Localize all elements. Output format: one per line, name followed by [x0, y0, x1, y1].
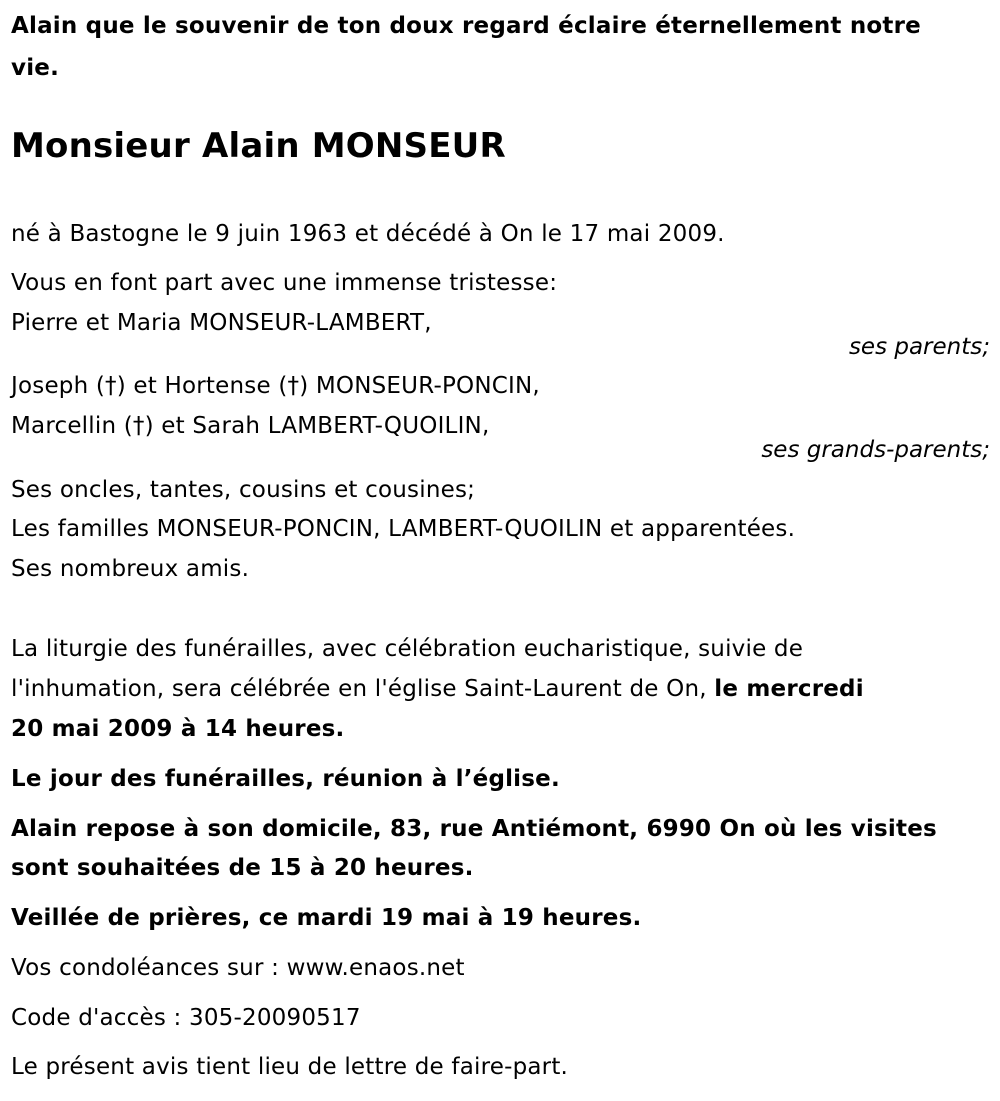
condolences-line: Vos condoléances sur : www.enaos.net: [11, 955, 465, 981]
liturgy-line-2: [11, 675, 864, 703]
announce-intro: Vous en font part avec une immense tristesse:: [11, 270, 558, 296]
liturgy-line-1: La liturgie des funérailles, avec célébration eucharistique, suivie de: [11, 636, 804, 662]
parents-role: ses parents;: [848, 334, 990, 360]
grandparents-role: ses grands-parents;: [761, 437, 990, 463]
access-code-line: Code d'accès : 305-20090517: [11, 1005, 361, 1031]
epigraph-line-1: Alain que le souvenir de ton doux regard éclaire éternellement notre: [11, 13, 921, 39]
vigil-line: Veillée de prières, ce mardi 19 mai à 19 heures.: [11, 905, 642, 931]
grandparents-line-1: Joseph (†) et Hortense (†) MONSEUR-PONCIN,: [11, 373, 540, 399]
closing-line: Le présent avis tient lieu de lettre de faire-part.: [11, 1054, 569, 1080]
liturgy-line-2-text: l'inhumation, sera célébrée en l'église Saint-Laurent de On,: [11, 676, 715, 702]
visits-line-2: sont souhaitées de 15 à 20 heures.: [11, 855, 474, 881]
birth-death-line: né à Bastogne le 9 juin 1963 et décédé à On le 17 mai 2009.: [11, 221, 725, 247]
meeting-line: Le jour des funérailles, réunion à l’église.: [11, 766, 560, 792]
liturgy-date-time: 20 mai 2009 à 14 heures.: [11, 716, 345, 742]
family-line-3: Ses nombreux amis.: [11, 556, 250, 582]
grandparents-line-2: Marcellin (†) et Sarah LAMBERT-QUOILIN,: [11, 413, 490, 439]
parents-names: Pierre et Maria MONSEUR-LAMBERT,: [11, 310, 432, 336]
family-line-2: Les familles MONSEUR-PONCIN, LAMBERT-QUOILIN et apparentées.: [11, 516, 796, 542]
epigraph-line-2: vie.: [11, 55, 60, 81]
liturgy-day: le mercredi: [714, 676, 864, 702]
deceased-name: Monsieur Alain MONSEUR: [11, 126, 506, 166]
visits-line-1: Alain repose à son domicile, 83, rue Antiémont, 6990 On où les visites: [11, 816, 937, 842]
family-line-1: Ses oncles, tantes, cousins et cousines;: [11, 477, 476, 503]
